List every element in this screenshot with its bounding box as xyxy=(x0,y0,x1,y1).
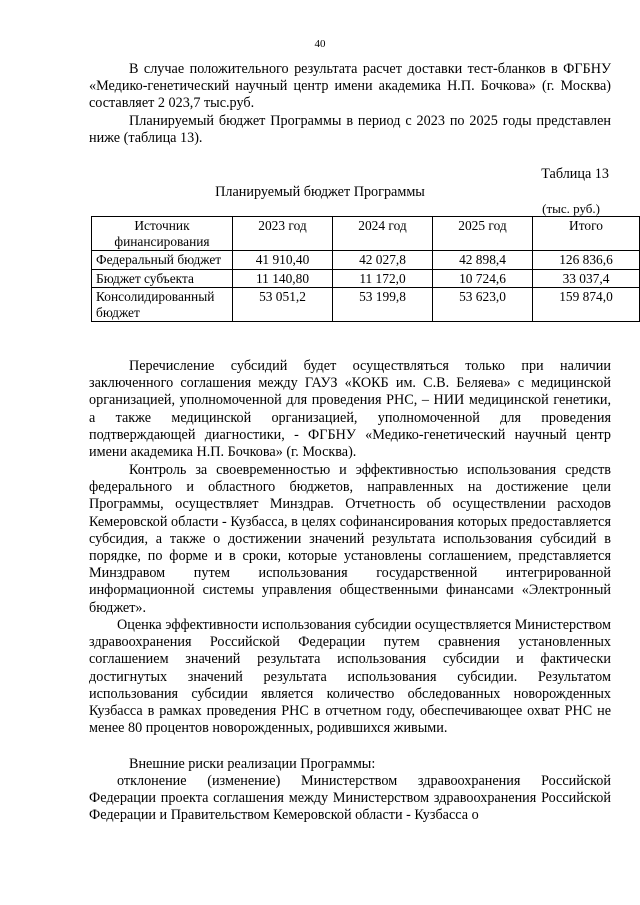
row-source: Федеральный бюджет xyxy=(92,251,233,270)
header-2024: 2024 год xyxy=(333,217,433,251)
table-header-row xyxy=(92,217,640,251)
table-caption: Таблица 13 xyxy=(541,166,609,182)
cell-2023: 53 051,2 xyxy=(233,288,333,322)
intro-paragraph-2: Планируемый бюджет Программы в период с 2023 по 2025 годы представлен ниже (таблица 13). xyxy=(89,113,611,147)
cell-2025: 42 898,4 xyxy=(433,251,533,270)
header-source: Источник финансирования xyxy=(92,217,233,251)
cell-total: 33 037,4 xyxy=(533,269,640,288)
body-paragraph-1: Перечисление субсидий будет осуществляться только при наличии заключенного соглашения между ГАУЗ «КОКБ им. С.В. Беляева» с медицинской организацией, уполномоченной для проведения РНС, – НИИ медицинской генетики, а также медицинской организацией, уполномоченной для проведения подтверждающей диагностики, - ФГБНУ «Медико-генетический научный центр имени академика Н.П. Бочкова» (г. Москва). xyxy=(89,358,611,461)
table-title: Планируемый бюджет Программы xyxy=(215,184,425,200)
cell-2024: 42 027,8 xyxy=(333,251,433,270)
cell-total: 159 874,0 xyxy=(533,288,640,322)
body-paragraph-2: Контроль за своевременностью и эффективностью использования средств федерального и областного бюджетов, направленных на достижение цели Программы, осуществляет Минздрав. Отчетность об осуществлении расходов Кемеровской области - Кузбасса, в целях софинансирования которых предоставляется субсидия, а также о достижении значений результата использования субсидий в порядке, по форме и в сроки, которые установлены соглашением, представляется Минздравом путем использования государственной интегрированной информационной системы управления общественными финансами «Электронный бюджет». xyxy=(89,462,611,616)
page-number: 40 xyxy=(314,38,326,50)
intro-paragraph-1: В случае положительного результата расчет доставки тест-бланков в ФГБНУ «Медико-генетический научный центр имени академика Н.П. Бочкова» (г. Москва) составляет 2 023,7 тыс.руб. xyxy=(89,61,611,112)
cell-2024: 11 172,0 xyxy=(333,269,433,288)
body-paragraph-3: Оценка эффективности использования субсидии осуществляется Министерством здравоохранения Российской Федерации путем сравнения установленных соглашением значений результата использования субсидии и фактически достигнутых значений результата использования субсидии. Результатом использования субсидии является количество обследованных новорожденных Кузбасса в рамках проведения РНС в отчетном году, обеспечивающее охват РНС не менее 80 процентов новорожденных, родившихся живыми. xyxy=(89,617,611,737)
table-row xyxy=(92,269,640,288)
cell-2025: 53 623,0 xyxy=(433,288,533,322)
cell-2023: 41 910,40 xyxy=(233,251,333,270)
budget-table xyxy=(91,216,640,322)
row-source: Бюджет субъекта xyxy=(92,269,233,288)
row-source: Консолидированный бюджет xyxy=(92,288,233,322)
cell-2023: 11 140,80 xyxy=(233,269,333,288)
table-row xyxy=(92,251,640,270)
body-paragraph-4: Внешние риски реализации Программы: xyxy=(129,756,376,772)
header-2023: 2023 год xyxy=(233,217,333,251)
cell-total: 126 836,6 xyxy=(533,251,640,270)
table-unit: (тыс. руб.) xyxy=(542,201,600,216)
header-total: Итого xyxy=(533,217,640,251)
header-2025: 2025 год xyxy=(433,217,533,251)
cell-2025: 10 724,6 xyxy=(433,269,533,288)
table-row xyxy=(92,288,640,322)
cell-2024: 53 199,8 xyxy=(333,288,433,322)
body-paragraph-5: отклонение (изменение) Министерством здравоохранения Российской Федерации проекта соглашения между Министерством здравоохранения Российской Федерации и Правительством Кемеровской области - Кузбасса о xyxy=(89,773,611,824)
